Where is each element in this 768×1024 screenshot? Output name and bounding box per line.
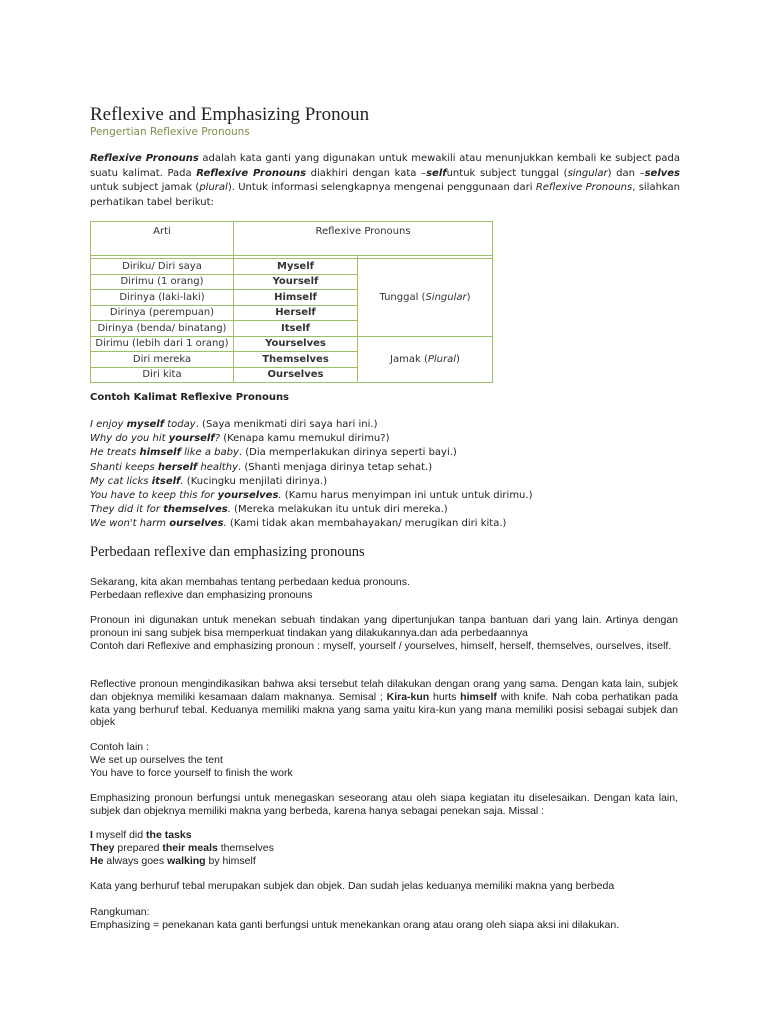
header-reflexive: Reflexive Pronouns — [234, 222, 493, 256]
pronoun: ourselves — [169, 518, 224, 530]
text: ) dan – — [607, 167, 645, 179]
text: He treats — [90, 447, 140, 459]
text: . — [223, 518, 227, 530]
text: healthy — [197, 461, 238, 473]
cell-arti: Dirinya (perempuan) — [91, 305, 234, 321]
cell-arti: Diriku/ Diri saya — [91, 259, 234, 275]
text: always goes — [103, 854, 168, 867]
cell-tunggal — [358, 259, 493, 337]
pronoun: herself — [157, 461, 198, 473]
text: prepared — [114, 841, 163, 854]
text: with knife. Nah coba perhatikan pada kata yang berhuruf tebal. Keduanya memiliki makna yang sama yaitu kira-kun yang mana memiliki posisi sebagai subjek dan objek — [90, 690, 678, 729]
emphasizing-examples — [90, 829, 678, 867]
pronoun: myself — [126, 419, 165, 430]
text: themselves — [217, 841, 274, 854]
cell-arti: Dirinya (benda/ binatang) — [91, 321, 234, 337]
examples-list — [90, 418, 690, 532]
text-line: Perbedaan reflexive dan emphasizing pronouns — [90, 588, 313, 601]
text: untuk subject tunggal ( — [446, 167, 568, 179]
text: diakhiri dengan kata – — [306, 167, 427, 179]
header-arti: Arti — [91, 222, 234, 256]
paragraph-emphasizing: Emphasizing pronoun berfungsi untuk menegaskan seseorang atau oleh siapa kegiatan itu diselesaikan. Dengan kata lain, subjek dan objeknya memiliki makna yang berbeda, karena hanya sebagai penekan saja. Missal : — [90, 792, 678, 817]
text: ) — [456, 353, 460, 365]
table-row — [91, 259, 493, 275]
term: Reflexive Pronouns — [196, 167, 307, 179]
text: I enjoy — [90, 419, 127, 430]
paragraph-kata-tebal: Kata yang berhuruf tebal merupakan subjek dan objek. Dan sudah jelas keduanya memiliki makna yang berbeda — [90, 880, 615, 892]
text-line: Sekarang, kita akan membahas tentang perbedaan kedua pronouns. — [90, 576, 410, 588]
bold-text: walking — [167, 854, 206, 867]
translation: (Kami tidak akan membahayakan/ merugikan diri kita.) — [226, 518, 507, 530]
cell-arti: Diri mereka — [91, 352, 234, 368]
pronoun: himself — [139, 447, 181, 459]
page-subtitle: Pengertian Reflexive Pronouns — [90, 126, 250, 138]
cell-pronoun: Yourself — [234, 274, 358, 290]
bold-text: They — [90, 841, 115, 854]
text: Shanti keeps — [90, 461, 158, 473]
cell-arti: Diri kita — [91, 367, 234, 383]
list-item — [90, 489, 690, 503]
cell-pronoun: Themselves — [234, 352, 358, 368]
list-item — [90, 461, 690, 475]
translation: (Mereka melakukan itu untuk diri mereka.) — [230, 504, 448, 516]
cell-pronoun: Himself — [234, 290, 358, 306]
text: You have to keep this for — [90, 490, 218, 502]
list-item — [90, 475, 690, 489]
paragraph-contoh-lain — [90, 741, 678, 779]
cell-jamak — [358, 336, 493, 383]
translation: . (Shanti menjaga dirinya tetap sehat.) — [238, 461, 433, 473]
list-item — [90, 432, 690, 446]
bold-text: himself — [460, 690, 497, 703]
pronoun: itself — [151, 475, 181, 487]
text-line: We set up ourselves the tent — [90, 753, 223, 766]
list-item — [90, 842, 678, 855]
term: Reflexive Pronouns — [90, 153, 199, 164]
translation: (Kucingku menjilati dirinya.) — [183, 475, 328, 487]
text: . — [180, 475, 184, 487]
cell-arti: Dirimu (lebih dari 1 orang) — [91, 336, 234, 352]
pronoun: themselves — [163, 504, 228, 516]
text-line: Contoh lain : — [90, 741, 149, 753]
term: self — [426, 167, 447, 179]
list-item — [90, 418, 690, 432]
text: They did it for — [90, 504, 164, 516]
text: My cat licks — [90, 475, 152, 487]
term-italic: plural — [199, 182, 228, 193]
text: , silahkan perhatikan tabel berikut: — [90, 182, 681, 208]
text: Why do you hit — [90, 433, 169, 445]
text: ? — [214, 433, 221, 445]
text: hurts — [429, 690, 461, 703]
text-line: Emphasizing = penekanan kata ganti berfungsi untuk menekankan orang atau orang oleh siapa aksi ini dilakukan. — [90, 918, 620, 931]
text: today — [164, 419, 196, 430]
text: . — [278, 490, 282, 502]
text-line: Rangkuman: — [90, 906, 150, 918]
paragraph-intro2 — [90, 576, 678, 602]
text-line: You have to force yourself to finish the work — [90, 766, 293, 779]
text: adalah kata ganti yang digunakan untuk mewakili atau menunjukkan kembali ke subject pada suatu kalimat. Pada — [90, 153, 681, 179]
text: Jamak ( — [390, 353, 428, 365]
cell-pronoun: Herself — [234, 305, 358, 321]
text: untuk subject jamak ( — [90, 182, 200, 193]
list-item — [90, 517, 690, 531]
section-heading: Perbedaan reflexive dan emphasizing pronouns — [90, 544, 365, 560]
list-item — [90, 446, 690, 460]
list-item — [90, 829, 678, 842]
term-italic: singular — [567, 167, 608, 179]
cell-arti: Dirinya (laki-laki) — [91, 290, 234, 306]
translation: . (Dia memperlakukan dirinya seperti bayi.) — [238, 447, 457, 459]
text: Tunggal ( — [379, 291, 426, 303]
pronoun: yourself — [168, 433, 215, 445]
paragraph-pronoun — [90, 614, 678, 652]
cell-arti: Dirimu (1 orang) — [91, 274, 234, 290]
cell-pronoun: Itself — [234, 321, 358, 337]
text: ) — [466, 291, 471, 303]
cell-pronoun: Myself — [234, 259, 358, 275]
paragraph-rangkuman — [90, 906, 678, 932]
intro-paragraph — [90, 152, 680, 210]
reflexive-pronoun-table — [90, 221, 493, 383]
text: We won't harm — [90, 518, 170, 530]
bold-text: the tasks — [146, 829, 192, 841]
term: selves — [644, 167, 680, 179]
paragraph-reflective — [90, 678, 678, 729]
text: Reflective pronoun mengindikasikan bahwa aksi tersebut telah dilakukan dengan orang yang sama. Dengan kata lain, subjek dan objeknya memiliki kesamaan dalam maknanya. Semisal ; — [90, 678, 678, 703]
bold-text: Kira-kun — [386, 690, 430, 703]
text: . — [227, 504, 231, 516]
list-item — [90, 503, 690, 517]
translation: . (Saya menikmati diri saya hari ini.) — [195, 419, 378, 430]
table-header-row — [91, 222, 493, 256]
text: Plural — [427, 353, 457, 365]
list-item — [90, 855, 678, 868]
cell-pronoun: Ourselves — [234, 367, 358, 383]
text: by himself — [205, 854, 256, 867]
text-line: Contoh dari Reflexive and emphasizing pronoun : myself, yourself / yourselves, himself, herself, themselves, ourselves, itself. — [90, 639, 672, 652]
text: ). Untuk informasi selengkapnya mengenai penggunaan dari — [227, 182, 536, 193]
table-row — [91, 336, 493, 352]
text: Singular — [425, 291, 467, 303]
translation: (Kamu harus menyimpan ini untuk untuk dirimu.) — [281, 490, 533, 502]
bold-text: He — [90, 854, 104, 867]
term-italic: Reflexive Pronouns — [535, 182, 633, 193]
bold-text: I — [90, 829, 93, 841]
page-title: Reflexive and Emphasizing Pronoun — [90, 104, 370, 125]
translation: (Kenapa kamu memukul dirimu?) — [220, 433, 390, 445]
text: like a baby — [180, 447, 239, 459]
bold-text: their meals — [162, 841, 218, 854]
examples-heading: Contoh Kalimat Reflexive Pronouns — [90, 392, 290, 403]
cell-pronoun: Yourselves — [234, 336, 358, 352]
pronoun: yourselves — [217, 490, 279, 502]
text-line: Pronoun ini digunakan untuk menekan sebuah tindakan yang dipertunjukan tanpa bantuan dari yang lain. Artinya dengan pronoun ini sang subjek bisa memperkuat tindakan yang dilakukannya.dan ada perbedaannya — [90, 614, 678, 639]
text: myself did — [92, 829, 147, 841]
